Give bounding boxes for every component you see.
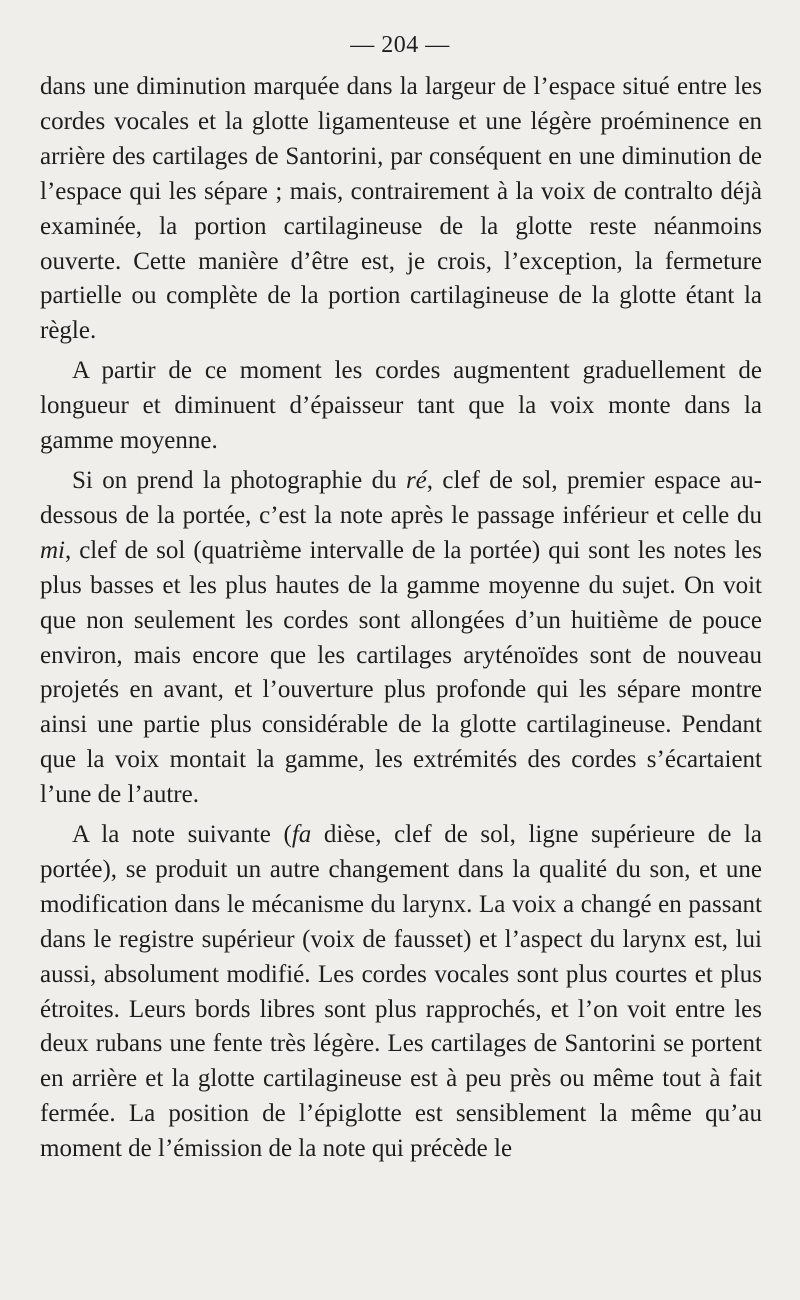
paragraph-1: dans une diminution marquée dans la largeur de l’espace situé entre les cordes vocales et la glotte ligamenteuse et une légère proéminence en arrière des cartilages de Santorini, par conséquent en une diminution de l’espace qui les sépare ; mais, contrairement à la voix de contralto déjà examinée, la portion cartilagineuse de la glotte reste néanmoins ouverte. Cette manière d’être est, je crois, l’exception, la fermeture partielle ou complète de la portion cartilagineuse de la glotte étant la règle. (40, 73, 762, 345)
paragraph-4 (40, 818, 762, 1167)
note-re: ré (405, 466, 427, 494)
page-number: — 204 — (350, 32, 450, 58)
paragraph-3-text-1: Si on prend la photographie du (72, 466, 406, 494)
paragraph-4-text-1: A la note suivante ( (72, 821, 292, 849)
note-fa: fa (291, 821, 312, 849)
paragraph-3 (40, 464, 762, 813)
paragraph-4-text-2: dièse, clef de sol, ligne supérieure de la portée), se produit un autre changement dans la qualité du son, et une modification dans le mécanisme du larynx. La voix a changé en passant dans le registre supérieur (voix de fausset) et l’aspect du larynx est, lui aussi, absolument modifié. Les cordes vocales sont plus courtes et plus étroites. Leurs bords libres sont plus rapprochés, et l’on voit entre les deux rubans une fente très légère. Les cartilages de Santorini se portent en arrière et la glotte cartilagineuse est à peu près ou même tout à fait fermée. La position de l’épiglotte est sensiblement la même qu’au moment de l’émission de la note qui précède le (40, 821, 763, 1163)
paragraph-2: A partir de ce moment les cordes augmentent graduellement de longueur et diminuent d’épaisseur tant que la voix monte dans la gamme moyenne. (40, 357, 762, 455)
paragraph-3-text-2: , clef de sol, premier espace au-dessous de la portée, c’est la note après le passage inférieur et celle du (40, 466, 762, 529)
page-body (40, 70, 762, 1167)
paragraph-3-text-3: , clef de sol (quatrième intervalle de la portée) qui sont les notes les plus basses et les plus hautes de la gamme moyenne du sujet. On voit que non seulement les cordes sont allongées d’un huitième de pouce environ, mais encore que les cartilages aryténoïdes sont de nouveau projetés en avant, et l’ouverture plus profonde qui les sépare montre ainsi une partie plus considérable de la glotte cartilagineuse. Pendant que la voix montait la gamme, les extrémités des cordes s’écartaient l’une de l’autre. (40, 536, 762, 809)
note-mi: mi (40, 536, 65, 564)
